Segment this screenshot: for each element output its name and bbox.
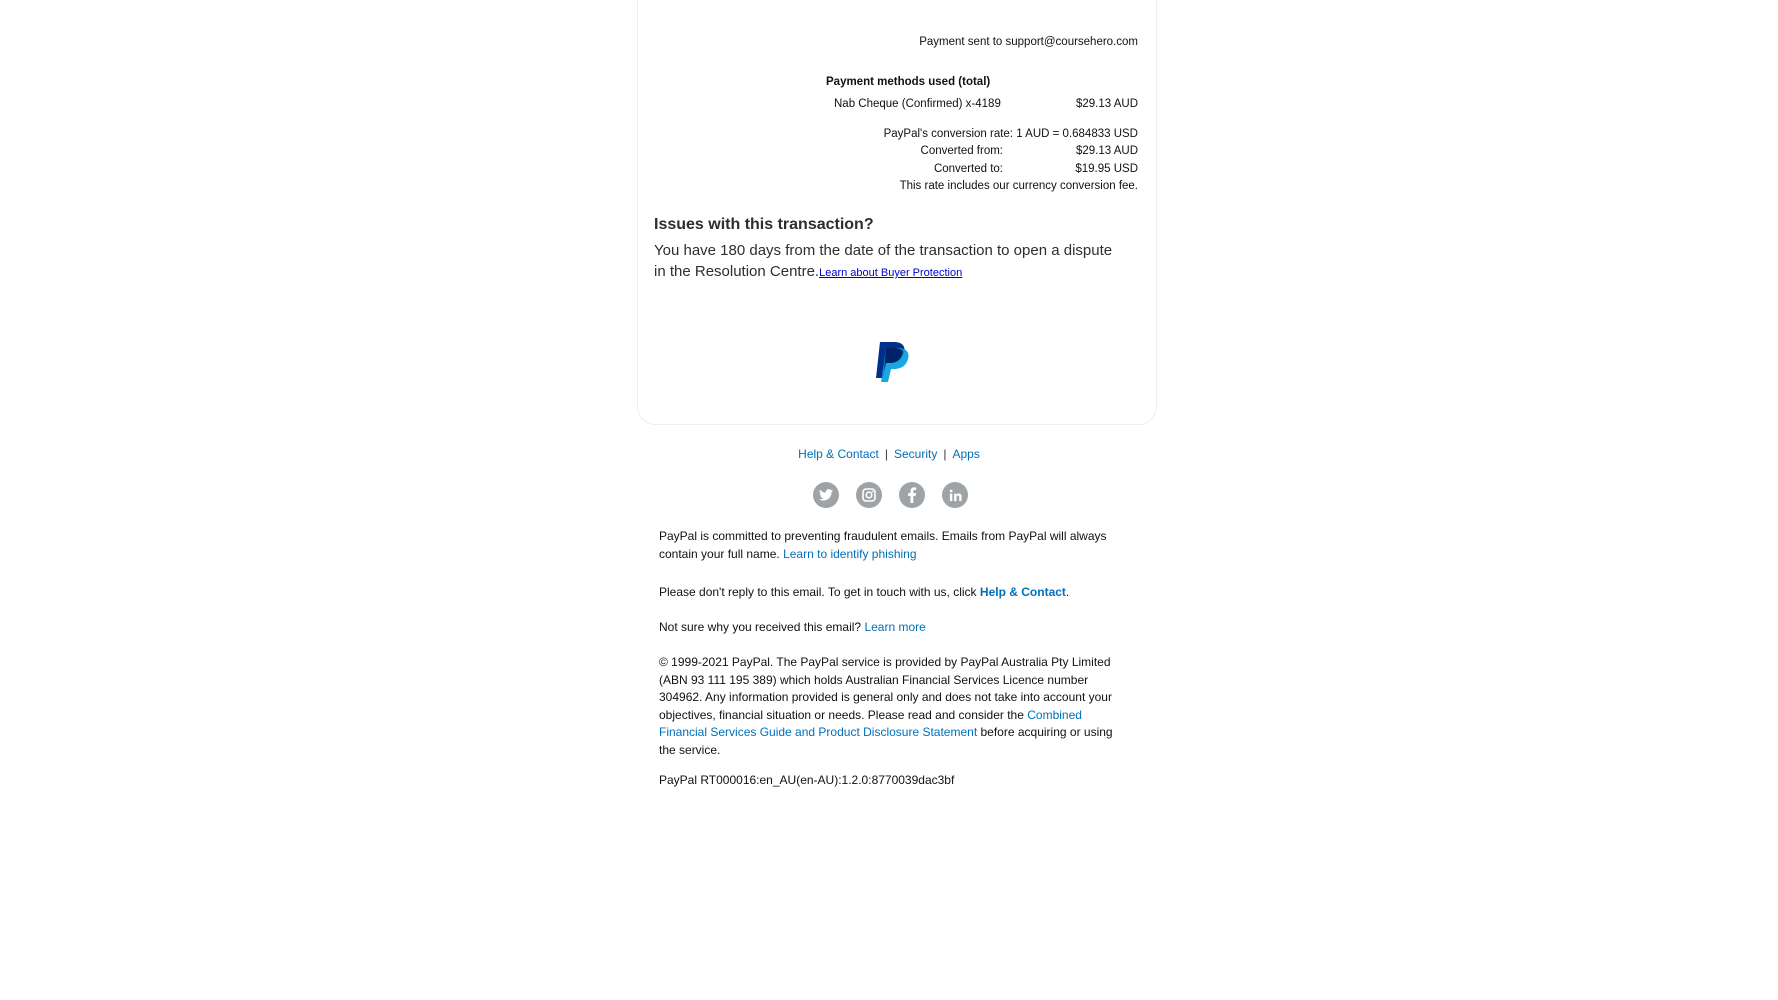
reply-notice-end: . bbox=[1065, 585, 1070, 599]
twitter-icon[interactable] bbox=[813, 482, 839, 508]
reply-notice bbox=[659, 584, 1129, 602]
converted-from-value: $29.13 AUD bbox=[1075, 145, 1138, 157]
legal-notice bbox=[659, 654, 1129, 759]
fsg-pds-link[interactable]: Combined Financial Services Guide and Product Disclosure Statement bbox=[659, 707, 1082, 739]
converted-from-label: Converted from: bbox=[920, 145, 1003, 157]
apps-link[interactable]: Apps bbox=[952, 447, 980, 461]
fraud-notice-text: PayPal is committed to preventing fraudulent emails. Emails from PayPal will always contain your full name. bbox=[659, 529, 1107, 561]
legal-end: before acquiring or using the service. bbox=[659, 725, 1113, 757]
issues-body-text: You have 180 days from the date of the transaction to open a dispute in the Resolution Centre. bbox=[654, 242, 1113, 280]
legal-text: © 1999-2021 PayPal. The PayPal service is provided by PayPal Australia Pty Limited (ABN 93 111 195 389) which holds Australian Financial Services Licence number 304962. Any information provided is general only and does not take into account your objectives, financial situation or needs. Please read and consider the bbox=[659, 655, 1112, 722]
converted-to-value: $19.95 USD bbox=[1075, 163, 1138, 175]
payment-methods-heading: Payment methods used (total) bbox=[826, 76, 991, 88]
payment-method-amount: $29.13 AUD bbox=[1075, 98, 1138, 110]
issues-body bbox=[654, 240, 1124, 284]
instagram-icon[interactable] bbox=[856, 482, 882, 508]
paypal-logo-icon bbox=[874, 340, 910, 382]
converted-to-label: Converted to: bbox=[933, 163, 1003, 175]
footer-links bbox=[0, 447, 1778, 461]
why-received-text: Not sure why you received this email? bbox=[659, 620, 862, 634]
payment-recipient: Payment sent to support@coursehero.com bbox=[919, 36, 1138, 48]
link-separator: | bbox=[884, 447, 888, 461]
help-contact-link[interactable]: Help & Contact bbox=[798, 447, 879, 461]
facebook-icon[interactable] bbox=[899, 482, 925, 508]
identify-phishing-link[interactable]: Learn to identify phishing bbox=[783, 546, 917, 561]
reply-notice-text: Please don't reply to this email. To get in touch with us, click bbox=[659, 585, 977, 599]
linkedin-icon[interactable] bbox=[942, 482, 968, 508]
reference-code: PayPal RT000016:en_AU(en-AU):1.2.0:8770039dac3bf bbox=[659, 773, 955, 787]
conversion-fee-note: This rate includes our currency conversion fee. bbox=[899, 180, 1138, 192]
payment-method-label: Nab Cheque (Confirmed) x-4189 bbox=[834, 98, 1001, 110]
why-received-notice bbox=[659, 619, 1129, 637]
help-contact-inline-link[interactable]: Help & Contact bbox=[979, 585, 1066, 599]
conversion-rate: PayPal's conversion rate: 1 AUD = 0.684833 USD bbox=[883, 128, 1138, 140]
issues-heading: Issues with this transaction? bbox=[654, 216, 874, 233]
buyer-protection-link[interactable]: Learn about Buyer Protection bbox=[819, 267, 963, 279]
learn-more-link[interactable]: Learn more bbox=[864, 620, 926, 634]
link-separator: | bbox=[943, 447, 947, 461]
fraud-notice bbox=[659, 528, 1129, 563]
security-link[interactable]: Security bbox=[894, 447, 938, 461]
